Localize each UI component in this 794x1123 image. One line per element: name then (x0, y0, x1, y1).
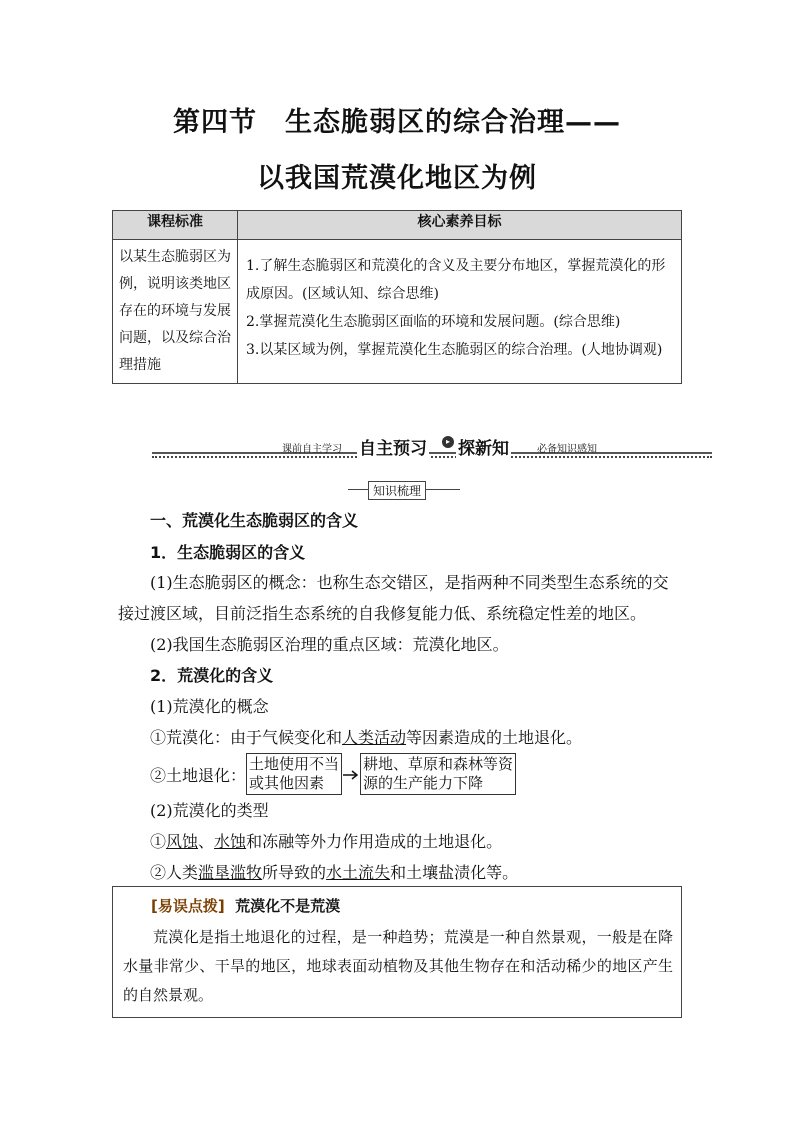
banner-suffix: 必备知识感知 (537, 444, 597, 455)
goal-item: 3.以某区域为例，掌握荒漠化生态脆弱区的综合治理。(人地协调观) (246, 342, 663, 358)
heading-1-1: 1．生态脆弱区的含义 (150, 543, 306, 562)
land-degradation-label: ②土地退化： (150, 766, 247, 785)
banner-main-1: 自主预习 (357, 434, 429, 459)
underlined-term: 水蚀 (214, 832, 247, 851)
core-goals-cell (238, 240, 682, 384)
header-core-goals: 核心素养目标 (238, 211, 682, 240)
page-title-line2: 以我国荒漠化地区为例 (257, 163, 537, 194)
heading-1-2: 2．荒漠化的含义 (150, 666, 274, 685)
banner-dotted-rule (152, 456, 712, 458)
paragraph: ①风蚀、水蚀和冻融等外力作用造成的土地退化。 (150, 832, 503, 851)
paragraph: (1)生态脆弱区的概念：也称生态交错区，是指两种不同类型生态系统的交 (150, 573, 669, 592)
paragraph: ①荒漠化：由于气候变化和人类活动等因素造成的土地退化。 (150, 728, 583, 747)
section-banner (152, 436, 712, 462)
page-title-line1: 第四节 生态脆弱区的综合治理—— (173, 107, 621, 138)
arrow-right-icon (343, 770, 359, 780)
tip-box (112, 886, 682, 1018)
course-standard-text: 以某生态脆弱区为例，说明该类地区存在的环境与发展问题，以及综合治理措施 (113, 240, 238, 384)
cause-box: 土地使用不当 或其他因素 (246, 753, 342, 795)
header-course-standard: 课程标准 (113, 211, 238, 240)
section-tag: 知识梳理 (368, 481, 426, 500)
paragraph: (1)荒漠化的概念 (150, 697, 269, 716)
underlined-term: 滥垦滥牧 (198, 863, 263, 882)
underlined-term: 风蚀 (166, 832, 199, 851)
tip-label: [易误点拨] (151, 897, 225, 915)
tip-title: [易误点拨] 荒漠化不是荒漠 (151, 897, 341, 915)
circle-arrow-icon: ▸ (442, 436, 454, 448)
underlined-term: 水土流失 (326, 863, 391, 882)
standards-table (112, 210, 682, 384)
paragraph: 接过渡区域，目前泛指生态系统的自我修复能力低、系统稳定性差的地区。 (118, 604, 647, 623)
paragraph: (2)荒漠化的类型 (150, 801, 269, 820)
paragraph: (2)我国生态脆弱区治理的重点区域：荒漠化地区。 (150, 635, 509, 654)
heading-1: 一、荒漠化生态脆弱区的含义 (150, 511, 359, 530)
result-box: 耕地、草原和森林等资 源的生产能力下降 (360, 753, 516, 795)
paragraph: ②人类滥垦滥牧所导致的水土流失和土壤盐渍化等。 (150, 863, 519, 882)
goal-item: 2.掌握荒漠化生态脆弱区面临的环境和发展问题。(综合思维) (246, 314, 621, 330)
underlined-term: 人类活动 (342, 728, 407, 747)
banner-rule (152, 452, 712, 454)
goal-item: 1.了解生态脆弱区和荒漠化的含义及主要分布地区，掌握荒漠化的形成原因。(区域认知、综合思维) (246, 258, 666, 302)
banner-main-2: 探新知 (456, 434, 511, 459)
banner-prefix: 课前自主学习 (282, 444, 342, 455)
tip-body: 荒漠化是指土地退化的过程，是一种趋势；荒漠是一种自然景观，一般是在降水量非常少、干旱的地区，地球表面动植物及其他生物存在和活动稀少的地区产生的自然景观。 (123, 928, 673, 1004)
